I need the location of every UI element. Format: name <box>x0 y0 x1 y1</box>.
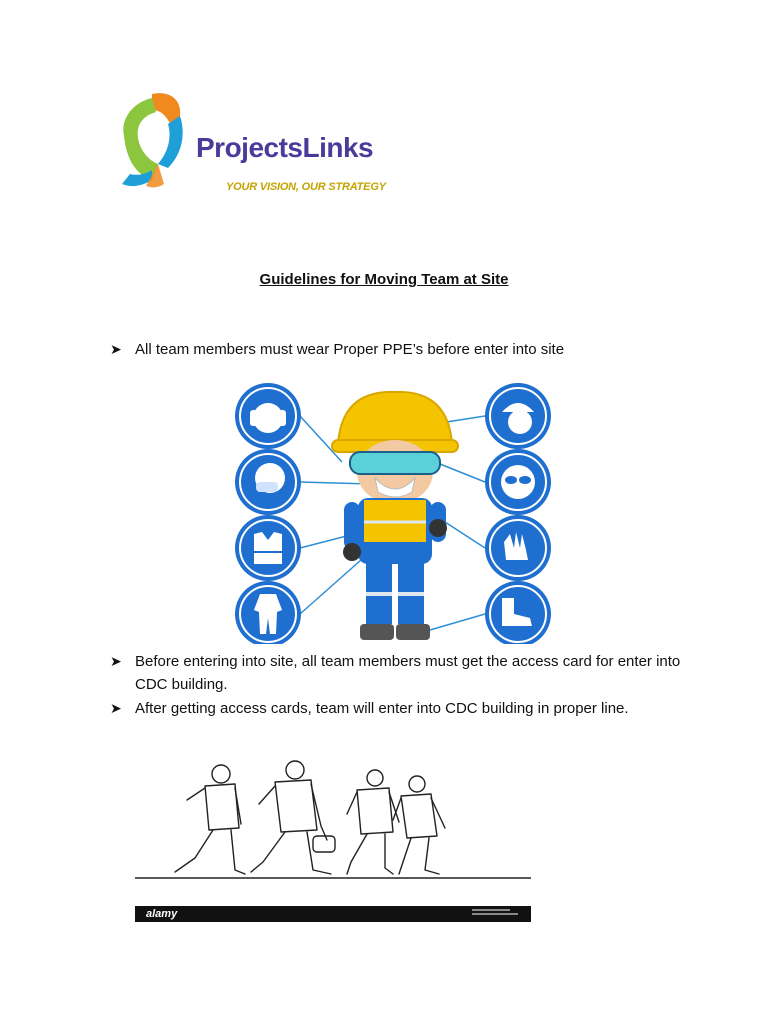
face-mask-icon <box>235 449 301 515</box>
document-title: Guidelines for Moving Team at Site <box>259 271 509 288</box>
bullet-item-ppe <box>110 338 710 361</box>
bullet-text: After getting access cards, team will enter into CDC building in proper line. <box>135 700 629 717</box>
ppe-illustration <box>230 382 560 644</box>
bullet-item-access-card <box>110 650 710 696</box>
safety-boots-icon <box>485 581 551 644</box>
brand-name <box>196 132 373 164</box>
safety-vest-icon <box>235 515 301 581</box>
arrowhead-bullet-icon: ➤ <box>110 341 122 357</box>
arrowhead-bullet-icon: ➤ <box>110 653 122 669</box>
brand-name-part2: Links <box>302 132 374 163</box>
brand-tagline: YOUR VISION, OUR STRATEGY <box>226 181 386 193</box>
stock-provider-logo: alamy <box>146 908 178 920</box>
safety-gloves-icon <box>485 515 551 581</box>
stock-fine-print <box>472 908 522 918</box>
construction-worker-figure <box>332 392 458 640</box>
brand-name-part1: Projects <box>196 132 303 163</box>
coverall-icon <box>235 581 301 644</box>
ear-protection-icon <box>235 383 301 449</box>
bullet-text: All team members must wear Proper PPE’s before enter into site <box>135 341 565 358</box>
bullet-item-enter-line <box>110 697 710 720</box>
hard-hat-icon <box>485 383 551 449</box>
walking-team-sketch <box>135 758 531 882</box>
bullet-text: Before entering into site, all team members must get the access card for enter into CDC building. <box>135 653 681 693</box>
safety-goggles-icon <box>485 449 551 515</box>
arrowhead-bullet-icon: ➤ <box>110 700 122 716</box>
